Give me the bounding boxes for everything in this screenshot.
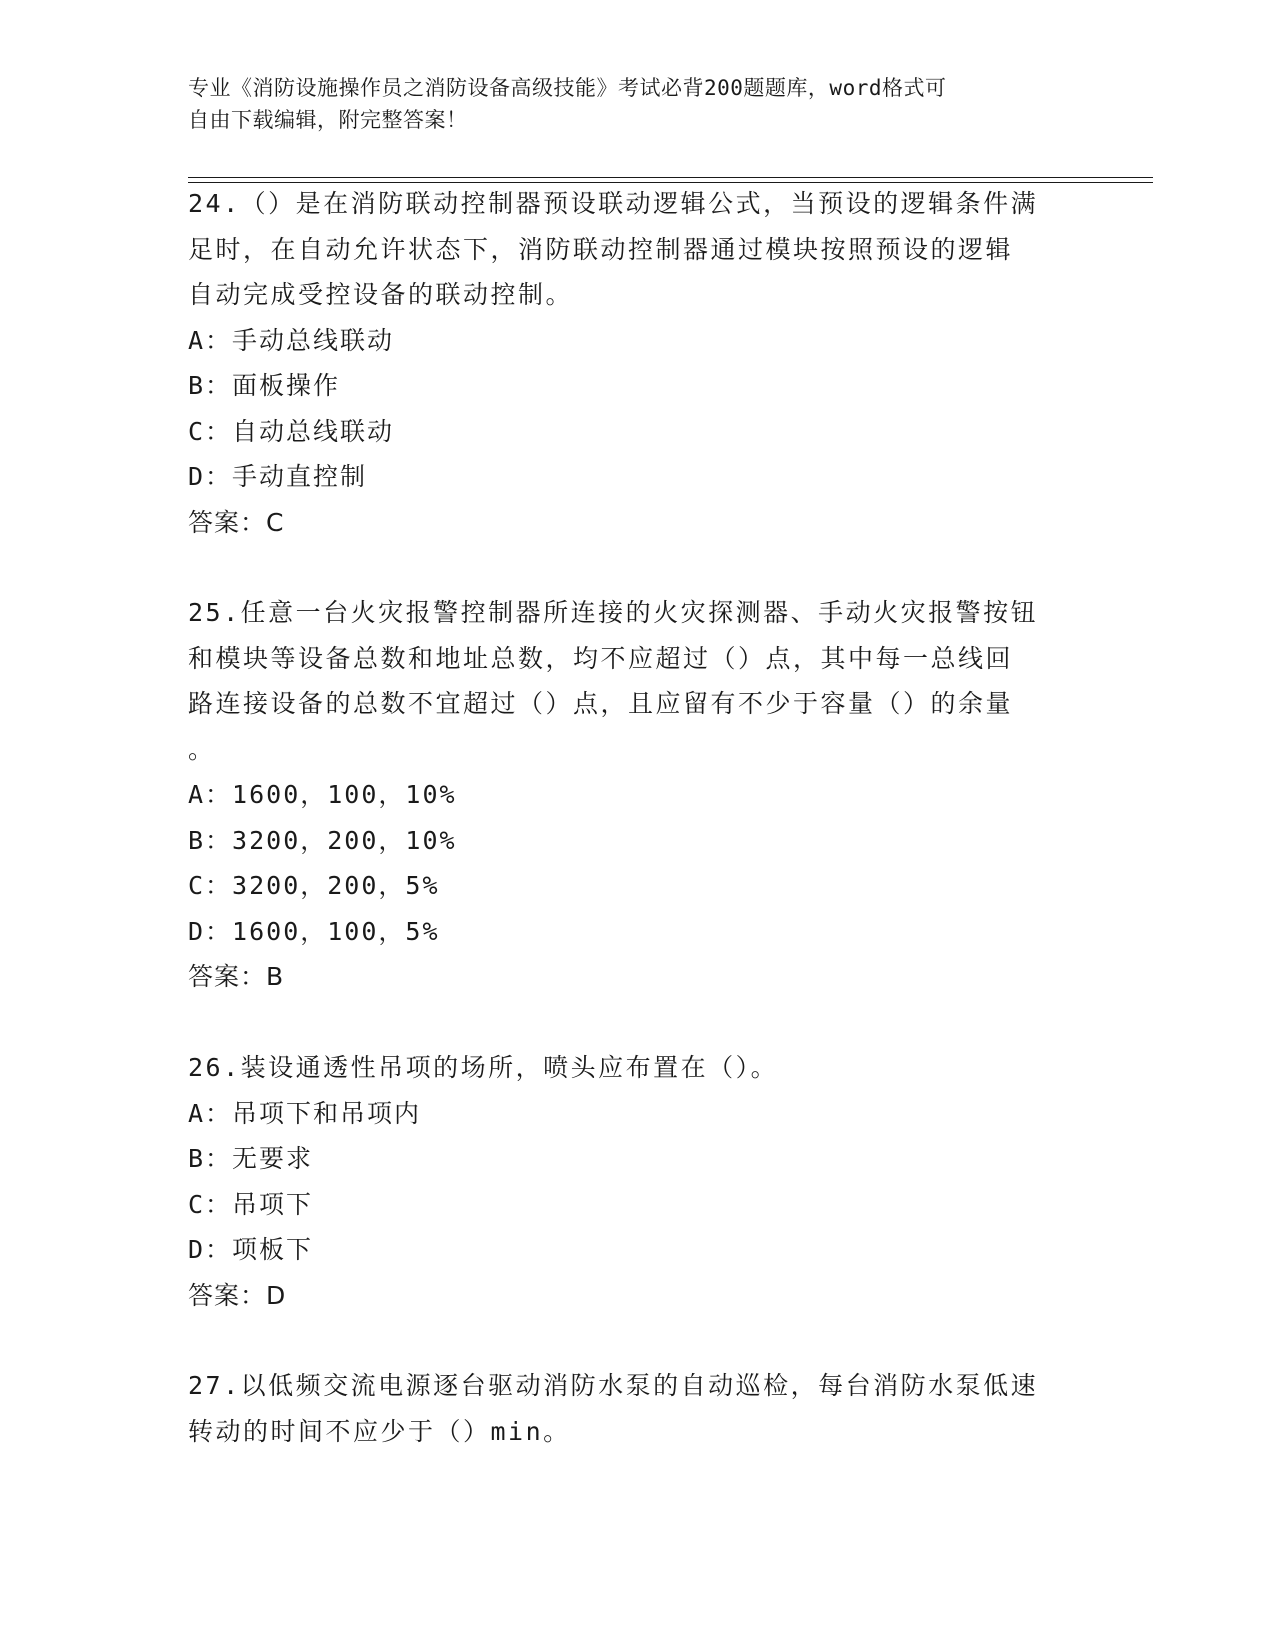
header-line-1: 专业《消防设施操作员之消防设备高级技能》考试必背200题题库，word格式可 (188, 76, 947, 100)
option-c: C：吊项下 (188, 1189, 314, 1219)
option-b: B：无要求 (188, 1144, 314, 1173)
option-b: B：面板操作 (188, 371, 341, 400)
question-text (188, 590, 1088, 772)
question-line: 自动完成受控设备的联动控制。 (188, 280, 574, 309)
question-line: 27.以低频交流电源逐台驱动消防水泵的自动巡检，每台消防水泵低速 (188, 1371, 1039, 1400)
answer: 答案：D (188, 1280, 287, 1310)
question-text (188, 181, 1088, 318)
option-c: C：自动总线联动 (188, 416, 395, 446)
answer: 答案：B (188, 962, 285, 991)
option-d: D：项板下 (188, 1235, 314, 1264)
document-header (188, 72, 1068, 136)
question-25 (188, 590, 1088, 1000)
question-line: 转动的时间不应少于（）min。 (188, 1416, 571, 1446)
question-text (188, 1363, 1088, 1454)
option-a: A：1600，100，10% (188, 780, 457, 809)
header-divider-top (188, 177, 1153, 178)
question-line: 足时，在自动允许状态下，消防联动控制器通过模块按照预设的逻辑 (188, 234, 1014, 264)
question-24 (188, 181, 1088, 545)
question-27 (188, 1363, 1088, 1454)
option-c: C：3200，200，5% (188, 871, 440, 900)
question-line: 。 (188, 734, 216, 764)
question-text (188, 1045, 1088, 1091)
question-line: 25.任意一台火灾报警控制器所连接的火灾探测器、手动火灾报警按钮 (188, 598, 1039, 627)
question-26 (188, 1045, 1088, 1318)
question-line: 和模块等设备总数和地址总数，均不应超过（）点，其中每一总线回 (188, 643, 1014, 673)
question-line: 路连接设备的总数不宜超过（）点，且应留有不少于容量（）的余量 (188, 689, 1014, 718)
header-line-2: 自由下载编辑，附完整答案！ (188, 108, 468, 132)
question-line: 26.装设通透性吊项的场所，喷头应布置在（）。 (188, 1053, 779, 1082)
option-b: B：3200，200，10% (188, 825, 457, 855)
option-d: D：手动直控制 (188, 462, 368, 491)
option-d: D：1600，100，5% (188, 916, 440, 946)
question-line: 24.（）是在消防联动控制器预设联动逻辑公式，当预设的逻辑条件满 (188, 189, 1039, 218)
option-a: A：手动总线联动 (188, 325, 395, 355)
answer: 答案：C (188, 507, 285, 537)
option-a: A：吊项下和吊项内 (188, 1098, 422, 1128)
